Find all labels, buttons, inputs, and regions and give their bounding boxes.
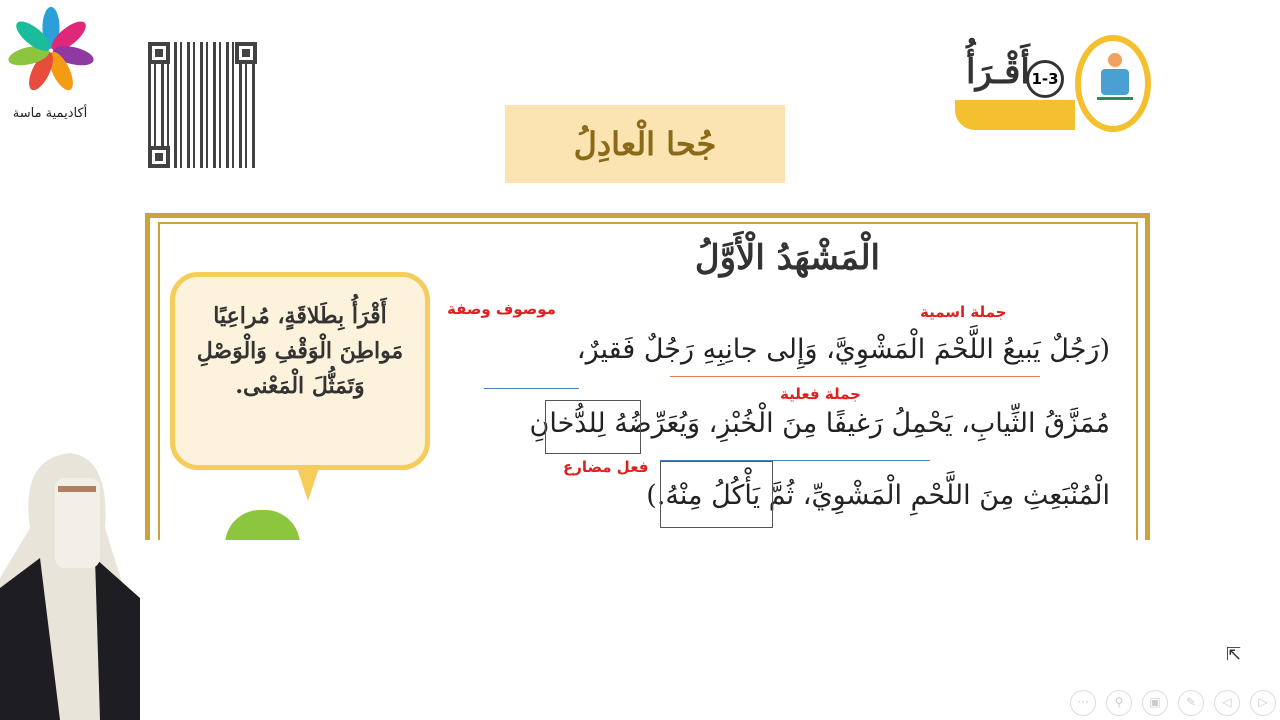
pen-button[interactable]: ✎ bbox=[1178, 690, 1204, 716]
annotation-verbal-sentence: جملة فعلية bbox=[780, 385, 861, 403]
story-line-3: الْمُنْبَعِثِ مِنَ اللَّحْمِ الْمَشْوِيِّ، ثُمَّ يَأْكُلُ مِنْهُ.) bbox=[646, 480, 1110, 511]
lesson-number: 1-3 bbox=[1026, 60, 1064, 98]
story-line-1: (رَجُلٌ يَبيعُ اللَّحْمَ الْمَشْوِيَّ، وَإِلى جانِبِهِ رَجُلٌ فَقيرٌ، bbox=[576, 334, 1110, 365]
reader-icon bbox=[1075, 35, 1151, 132]
slides-view-button[interactable]: ▣ bbox=[1142, 690, 1168, 716]
story-line-2: مُمَزَّقُ الثِّيابِ، يَحْمِلُ رَغيفًا مِنَ الْخُبْزِ، وَيُعَرِّضُهُ لِلدُّخانِ bbox=[529, 408, 1110, 439]
more-options-button[interactable]: ··· bbox=[1070, 690, 1096, 716]
annotation-present-verb: فعل مضارع bbox=[563, 458, 649, 476]
previous-slide-button[interactable]: ◁ bbox=[1214, 690, 1240, 716]
underline bbox=[660, 460, 930, 461]
reading-tip-bubble: أَقْرَأُ بِطَلاقَةٍ، مُراعِيًا مَواطِنَ الْوَقْفِ وَالْوَصْلِ وَتَمَثُّلَ الْمَعْنى. bbox=[170, 272, 430, 470]
annotation-described-adjective: موصوف وصفة bbox=[447, 300, 556, 318]
scene-title: الْمَشْهَدُ الْأَوَّلُ bbox=[694, 238, 880, 278]
highlight-box bbox=[660, 461, 773, 528]
annotation-nominal-sentence: جملة اسمية bbox=[920, 303, 1007, 321]
academy-logo bbox=[2, 5, 100, 100]
logo-text: أكاديمية ماسة bbox=[12, 106, 88, 121]
zoom-button[interactable]: ⚲ bbox=[1106, 690, 1132, 716]
presenter-video bbox=[0, 448, 145, 720]
mouse-cursor-icon: ⇱ bbox=[1226, 644, 1242, 665]
underline bbox=[670, 376, 1040, 377]
highlight-box bbox=[545, 400, 641, 454]
qr-code[interactable] bbox=[148, 42, 257, 168]
next-slide-button[interactable]: ▷ bbox=[1250, 690, 1276, 716]
story-title: جُحا الْعادِلُ bbox=[505, 105, 785, 183]
lesson-title: أَقْـرَأُ bbox=[966, 52, 1030, 92]
lesson-bar bbox=[955, 100, 1075, 130]
underline bbox=[484, 388, 579, 389]
